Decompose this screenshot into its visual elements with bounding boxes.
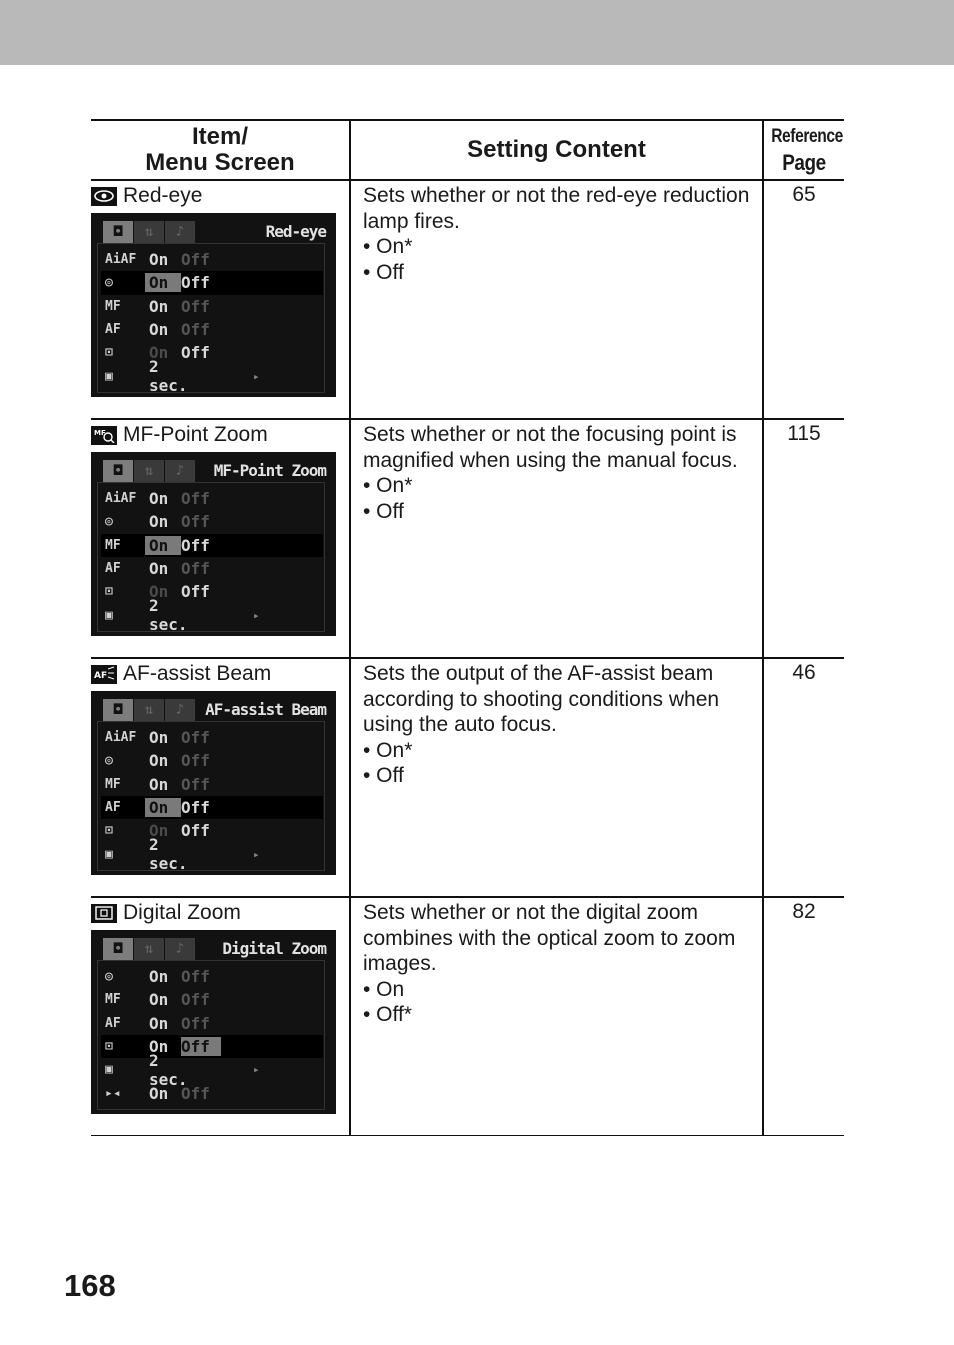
menu-value-off: Off <box>181 798 210 818</box>
menu-value-off: Off <box>181 967 210 987</box>
menu-value-on: On <box>145 798 181 817</box>
menu-row-icon: MF <box>105 537 121 553</box>
menu-tab: ♪ <box>165 221 195 243</box>
option-item: • Off* <box>363 1003 412 1026</box>
menu-value-off: Off <box>181 343 210 363</box>
menu-value-on: On <box>149 728 169 748</box>
menu-row-icon: AiAF <box>105 252 137 268</box>
menu-row-icon: ⊡ <box>105 345 113 361</box>
item-name: AF-assist Beam <box>123 662 272 685</box>
menu-value-off: Off <box>181 559 210 579</box>
settings-table <box>91 119 844 1136</box>
menu-tab: ⇅ <box>134 221 164 243</box>
menu-row <box>101 796 323 819</box>
menu-list <box>101 248 323 396</box>
header-item-line1: Item/ <box>191 123 248 150</box>
menu-tabs <box>103 221 196 243</box>
menu-heading: Red-eye <box>265 222 326 241</box>
menu-row <box>101 596 323 635</box>
menu-value-on: On <box>149 296 169 316</box>
menu-value-on: On <box>149 821 169 841</box>
menu-row <box>101 341 323 364</box>
menu-row <box>101 271 323 294</box>
table-row <box>91 658 844 897</box>
digital-zoom-icon <box>91 904 117 923</box>
menu-row-icon: ⊡ <box>105 1039 113 1055</box>
menu-tabs <box>103 938 196 960</box>
menu-row <box>101 1050 323 1089</box>
menu-value-off: Off <box>181 1083 210 1103</box>
menu-value-on: 2 sec. <box>149 357 188 396</box>
menu-value-on: On <box>149 967 169 987</box>
menu-value-on: On <box>149 559 169 579</box>
mf-point-zoom-icon <box>91 426 117 445</box>
table-row <box>91 419 844 658</box>
header-reference <box>763 120 844 180</box>
menu-tab: ⇅ <box>134 699 164 721</box>
menu-value-on: On <box>149 582 169 602</box>
red-eye-icon <box>91 187 117 206</box>
menu-row-icon: ⊡ <box>105 823 113 839</box>
table-row <box>91 897 844 1136</box>
menu-row <box>101 749 323 772</box>
menu-value-on: On <box>149 1037 169 1057</box>
item-cell <box>91 658 350 897</box>
menu-value-off: Off <box>181 250 210 270</box>
menu-row <box>101 773 323 796</box>
menu-tab: ⇅ <box>134 938 164 960</box>
menu-row-icon: ▣ <box>105 1062 113 1078</box>
menu-row-icon: MF <box>105 776 121 792</box>
menu-value-off: Off <box>181 273 210 293</box>
menu-row <box>101 1081 323 1104</box>
menu-row-icon: ◎ <box>105 275 113 291</box>
menu-list <box>101 726 323 874</box>
menu-value-off: Off <box>181 774 210 794</box>
item-name: MF-Point Zoom <box>123 423 268 446</box>
menu-row-icon: ◎ <box>105 969 113 985</box>
menu-row-icon: AF <box>105 1015 121 1031</box>
item-title <box>91 659 349 689</box>
item-name: Digital Zoom <box>123 901 241 924</box>
menu-row-icon: ◎ <box>105 753 113 769</box>
menu-value-off: Off <box>181 320 210 340</box>
menu-value-off: Off <box>181 489 210 509</box>
menu-value-on: On <box>149 250 169 270</box>
menu-value-off: Off <box>181 296 210 316</box>
reference-page: 65 <box>763 180 844 419</box>
menu-row <box>101 819 323 842</box>
menu-value-off: Off <box>181 535 210 555</box>
setting-description: Sets the output of the AF-assist beam according to shooting conditions when using the auto focus. <box>363 662 720 736</box>
menu-value-on: On <box>149 1083 169 1103</box>
menu-value-off: Off <box>181 728 210 748</box>
setting-description: Sets whether or not the digital zoom combines with the optical zoom to zoom images. <box>363 901 736 975</box>
menu-row <box>101 988 323 1011</box>
menu-row-icon: ⊡ <box>105 584 113 600</box>
menu-heading: MF-Point Zoom <box>213 461 326 480</box>
menu-row <box>101 295 323 318</box>
menu-row-icon: ◎ <box>105 514 113 530</box>
menu-screen <box>91 691 336 875</box>
menu-row <box>101 965 323 988</box>
menu-row <box>101 835 323 874</box>
setting-description: Sets whether or not the focusing point is magnified when using the manual focus. <box>363 423 738 472</box>
header-item <box>91 120 350 180</box>
menu-value-on: On <box>149 774 169 794</box>
reference-page: 115 <box>763 419 844 658</box>
menu-value-off: Off <box>181 751 210 771</box>
menu-value-off: Off <box>181 990 210 1010</box>
menu-row-icon: ▣ <box>105 607 113 623</box>
menu-value-on: On <box>149 343 169 363</box>
menu-row <box>101 1012 323 1035</box>
menu-heading: Digital Zoom <box>222 939 326 958</box>
menu-tab: ◘ <box>103 699 133 721</box>
menu-value-off: Off <box>181 512 210 532</box>
menu-row <box>101 1035 323 1058</box>
header-band <box>0 0 954 65</box>
setting-cell <box>350 658 763 897</box>
menu-value-on: On <box>149 1013 169 1033</box>
menu-value-on: 2 sec. <box>149 835 188 874</box>
menu-screen <box>91 213 336 397</box>
menu-value-on: On <box>149 751 169 771</box>
menu-value-on: On <box>149 489 169 509</box>
menu-tab: ⇅ <box>134 460 164 482</box>
menu-row-icon: ▣ <box>105 846 113 862</box>
menu-row-icon: AF <box>105 561 121 577</box>
option-item: • On* <box>363 235 413 258</box>
menu-value-off: Off <box>181 1013 210 1033</box>
menu-row <box>101 248 323 271</box>
menu-row <box>101 318 323 341</box>
menu-screen <box>91 452 336 636</box>
menu-screen <box>91 930 336 1114</box>
menu-tab: ◘ <box>103 460 133 482</box>
header-ref-line2: Page <box>782 150 826 175</box>
item-cell <box>91 180 350 419</box>
menu-row-icon: ▸◂ <box>105 1085 121 1101</box>
option-item: • On* <box>363 738 413 762</box>
item-title <box>91 181 349 211</box>
option-item: • On <box>363 977 405 1001</box>
menu-row <box>101 557 323 580</box>
svg-text:AF: AF <box>94 671 108 681</box>
menu-value-on: On <box>149 320 169 340</box>
menu-row-icon: ▣ <box>105 368 113 384</box>
table-header-row <box>91 120 844 180</box>
menu-value-on: 2 sec. <box>149 1050 188 1089</box>
menu-value-on: On <box>149 990 169 1010</box>
menu-value-on: On <box>145 273 181 292</box>
arrow-right-icon: ▸ <box>253 847 260 861</box>
menu-row <box>101 726 323 749</box>
item-name: Red-eye <box>123 184 203 207</box>
option-item: • On* <box>363 474 413 497</box>
menu-tab: ◘ <box>103 221 133 243</box>
item-cell <box>91 419 350 658</box>
menu-value-off: Off <box>181 1037 221 1056</box>
setting-cell <box>350 897 763 1136</box>
menu-value-on: On <box>145 536 181 555</box>
menu-heading: AF-assist Beam <box>205 700 326 719</box>
menu-row <box>101 487 323 510</box>
menu-row-icon: AF <box>105 800 121 816</box>
table-row <box>91 180 844 419</box>
menu-row-icon: MF <box>105 992 121 1008</box>
menu-row <box>101 510 323 533</box>
menu-row-icon: AiAF <box>105 491 137 507</box>
svg-text:MF: MF <box>94 429 106 437</box>
item-cell <box>91 897 350 1136</box>
reference-page: 82 <box>763 897 844 1136</box>
menu-row-icon: AF <box>105 322 121 338</box>
item-title <box>91 898 349 928</box>
menu-tab: ♪ <box>165 460 195 482</box>
header-item-line2: Menu Screen <box>145 149 295 176</box>
menu-value-off: Off <box>181 821 210 841</box>
menu-list <box>101 487 323 635</box>
page-number: 168 <box>64 1268 116 1303</box>
item-title <box>91 420 349 450</box>
menu-tabs <box>103 460 196 482</box>
menu-row-icon: MF <box>105 298 121 314</box>
menu-value-off: Off <box>181 582 210 602</box>
arrow-right-icon: ▸ <box>253 608 260 622</box>
setting-description: Sets whether or not the red-eye reduction lamp fires. <box>363 184 750 233</box>
menu-list <box>101 965 323 1105</box>
af-assist-beam-icon <box>91 665 117 684</box>
option-item: • Off <box>363 260 404 284</box>
option-item: • Off <box>363 764 404 787</box>
header-ref-line1: Reference <box>771 126 843 147</box>
header-setting: Setting Content <box>350 120 763 180</box>
setting-cell <box>350 419 763 658</box>
menu-value-on: 2 sec. <box>149 596 188 635</box>
menu-value-on: On <box>149 512 169 532</box>
setting-cell <box>350 180 763 419</box>
menu-tab: ♪ <box>165 699 195 721</box>
menu-row <box>101 534 323 557</box>
menu-row-icon: AiAF <box>105 730 137 746</box>
arrow-right-icon: ▸ <box>253 369 260 383</box>
menu-tab: ♪ <box>165 938 195 960</box>
menu-row <box>101 580 323 603</box>
menu-row <box>101 357 323 396</box>
menu-tabs <box>103 699 196 721</box>
menu-tab: ◘ <box>103 938 133 960</box>
option-item: • Off <box>363 499 404 523</box>
reference-page: 46 <box>763 658 844 897</box>
arrow-right-icon: ▸ <box>253 1063 260 1077</box>
